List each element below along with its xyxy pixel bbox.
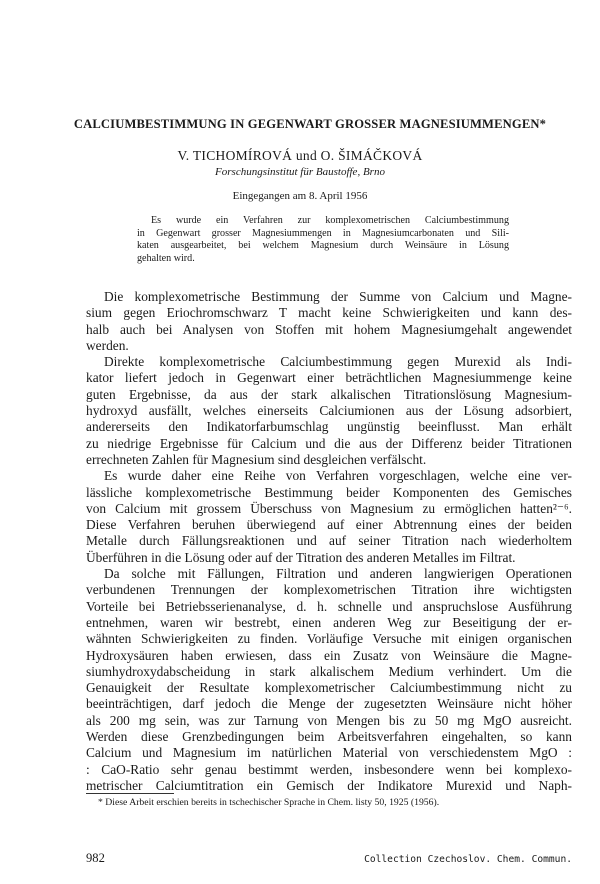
abstract-line: Es wurde ein Verfahren zur komplexometrischen Calciumbestimmung (151, 215, 509, 226)
author-institution: Forschungsinstitut für Baustoffe, Brno (215, 166, 385, 178)
body-text (86, 289, 572, 794)
body-line: als 200 mg sein, was zur Tarnung von Mengen bis zu 50 mg MgO ausreicht. (86, 712, 572, 728)
body-line: Metalle durch Fällungsreaktionen und auf seiner Titration nach wiederholtem (86, 533, 572, 549)
footnote: * Diese Arbeit erschien bereits in tschechischer Sprache in Chem. listy 50, 1925 (1956). (98, 797, 440, 808)
body-line: verbundenen Trennungen der komplexometrischen Titration ihre wichtigsten (86, 582, 572, 598)
received-date: Eingegangen am 8. April 1956 (232, 190, 368, 202)
body-line: Hydroxysäuren haben erwiesen, dass ein Zusatz von Weinsäure die Magne- (86, 647, 572, 663)
body-line: kator liefert jedoch in Gegenwart einer beträchtlichen Magnesiummenge keine (86, 370, 572, 386)
body-line: halb auch bei Analysen von Stoffen mit hohem Magnesiumgehalt angewendet (86, 321, 572, 337)
body-line: Es wurde daher eine Reihe von Verfahren vorgeschlagen, welche eine ver- (104, 468, 572, 484)
footnote-rule (86, 793, 174, 794)
body-line: guten Ergebnisse, da aus der stark alkalischen Titrationslösung Magnesium- (86, 386, 572, 402)
abstract-line: in Gegenwart grosser Magnesiummengen in Magnesiumcarbonaten und Sili- (137, 227, 509, 239)
body-line: wähnten Schwierigkeiten zu finden. Vorläufige Versuche mit einigen organischen (86, 631, 572, 647)
body-line: Vorteile bei Betriebsserienanalyse, d. h. schnelle und anspruchslose Ausführung (86, 598, 572, 614)
body-line: siumhydroxydabscheidung in stark alkalischem Medium verhindert. Um die (86, 663, 572, 679)
abstract-line: katen ausgearbeitet, bei welchem Magnesium durch Weinsäure in Lösung (137, 240, 509, 252)
body-line: Da solche mit Fällungen, Filtration und anderen langwierigen Operationen (104, 566, 572, 582)
body-line: metrischer Calciumtitration ein Gemisch der Indikatore Murexid und Naph- (86, 777, 572, 793)
body-line: Überführen in die Lösung oder auf der Titration des anderen Metalles im Filtrat. (86, 549, 516, 565)
body-line: Genauigkeit der Resultate komplexometrischer Calciumbestimmung nicht zu (86, 680, 572, 696)
body-line: werden. (86, 337, 129, 353)
body-line: Die komplexometrische Bestimmung der Summe von Calcium und Magne- (104, 289, 572, 304)
article-title: CALCIUMBESTIMMUNG IN GEGENWART GROSSER MAGNESIUMMENGEN* (73, 117, 547, 131)
body-line: lässliche komplexometrische Bestimmung beider Komponenten des Gemisches (86, 484, 572, 500)
body-line: hydroxyd ausfällt, welches einerseits Calciumionen aus der Lösung adsorbiert, (86, 403, 572, 419)
body-line: Diese Verfahren beruhen überwiegend auf einer Abtrennung eines der beiden (86, 517, 572, 533)
abstract-line: gehalten wird. (137, 253, 195, 265)
body-line: Werden diese Grenzbedingungen beim Arbeitsverfahren eingehalten, so kann (86, 729, 572, 745)
journal-name: Collection Czechoslov. Chem. Commun. (364, 854, 572, 865)
page-number: 982 (86, 851, 105, 865)
body-line: andererseits den Indikatorfarbumschlag ungünstig beeinflusst. Man erhält (86, 419, 572, 435)
body-line: beeinträchtigen, darf jedoch die Menge der zugesetzten Weinsäure nicht höher (86, 696, 572, 712)
body-line: Calcium und Magnesium im natürlichen Material von verschiedenstem MgO : (86, 745, 572, 761)
body-line: entnehmen, waren wir bestrebt, einen anderen Weg zur Beseitigung der er- (86, 614, 572, 630)
body-line: zu niedrige Ergebnisse für Calcium und die aus der Differenz beider Titrationen (86, 435, 572, 451)
body-line: Direkte komplexometrische Calciumbestimmung gegen Murexid als Indi- (104, 354, 572, 370)
body-line: : CaO-Ratio sehr genau bestimmt werden, insbesondere wenn bei komplexo- (86, 761, 572, 777)
article-authors: V. TICHOMÍROVÁ und O. ŠIMÁČKOVÁ (177, 148, 423, 163)
abstract (137, 215, 509, 266)
body-line: sium gegen Eriochromschwarz T macht keine Schwierigkeiten und kann des- (86, 305, 572, 321)
body-line: errechneten Zahlen für Magnesium sind desgleichen verfälscht. (86, 451, 427, 467)
body-line: von Calcium mit grossem Überschuss von Magnesium zu ermöglichen hatten²⁻⁶. (86, 500, 572, 516)
